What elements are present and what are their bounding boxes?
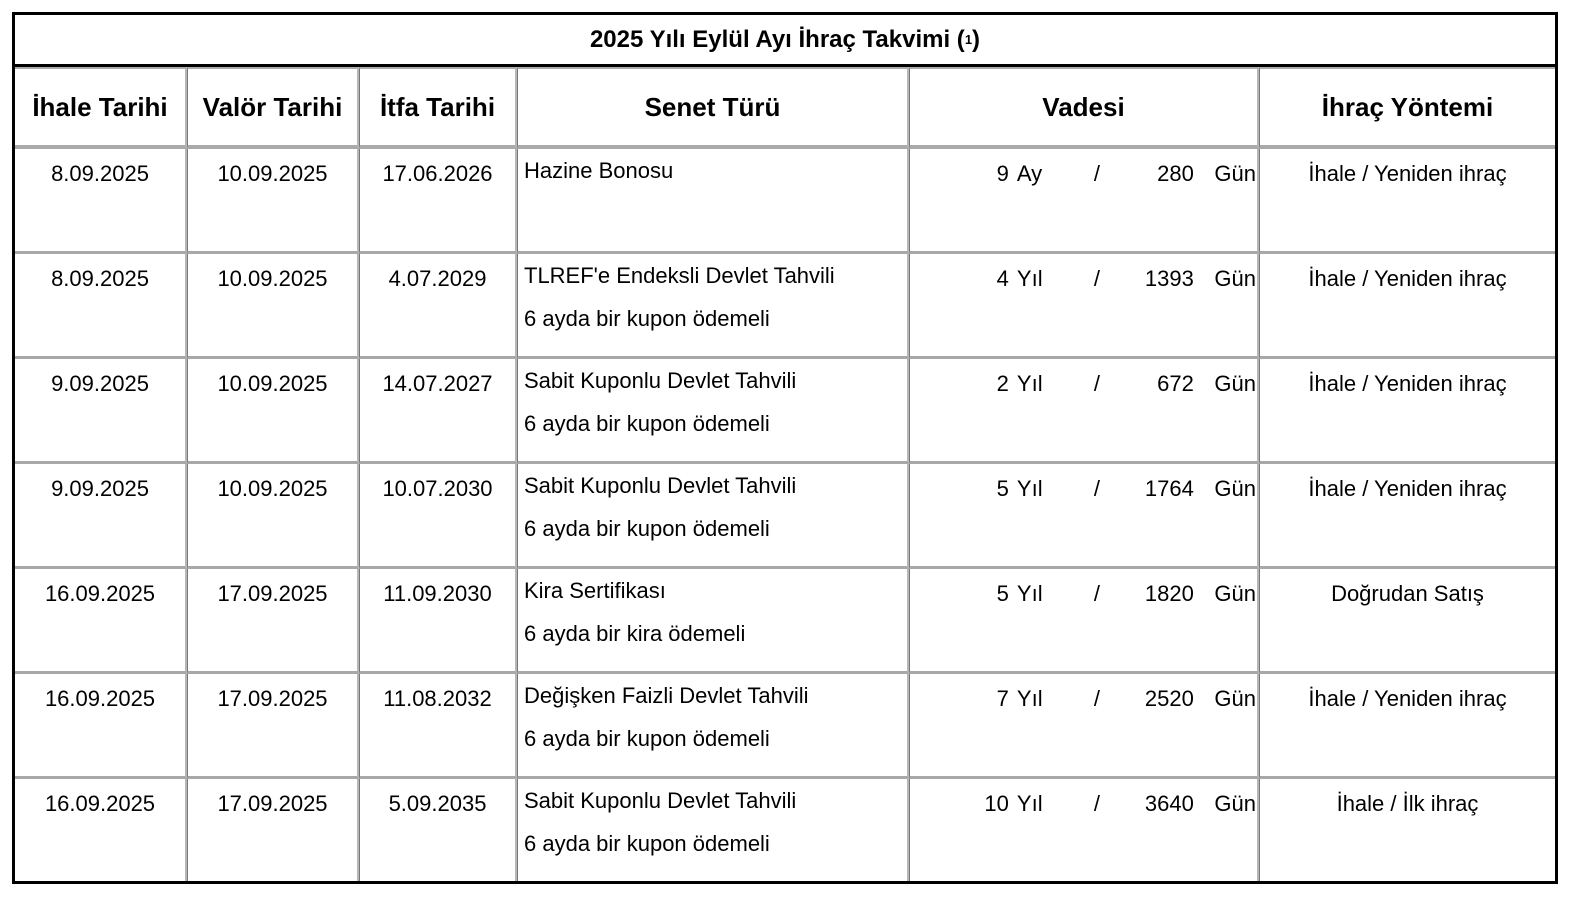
vade-gun-label: Gün bbox=[1214, 581, 1256, 606]
vade-unit: Yıl bbox=[1016, 266, 1043, 291]
table-row bbox=[15, 779, 1555, 881]
cell-vadesi bbox=[909, 149, 1259, 254]
senet-turu-payment: 6 ayda bir kupon ödemeli bbox=[524, 411, 770, 436]
vade-separator: / bbox=[1093, 476, 1100, 501]
cell-senet-turu bbox=[517, 569, 909, 674]
vade-days: 1764 bbox=[1144, 476, 1194, 501]
senet-turu-name: Değişken Faizli Devlet Tahvili bbox=[524, 683, 809, 708]
calendar-title-close: ) bbox=[972, 25, 981, 53]
cell-itfa-tarihi: 17.06.2026 bbox=[359, 149, 517, 254]
col-header-vadesi: Vadesi bbox=[909, 67, 1259, 149]
vade-separator: / bbox=[1093, 266, 1100, 291]
col-header-ihale-tarihi: İhale Tarihi bbox=[15, 67, 187, 149]
vade-gun-label: Gün bbox=[1214, 791, 1256, 816]
senet-turu-payment: 6 ayda bir kupon ödemeli bbox=[524, 516, 770, 541]
cell-itfa-tarihi: 5.09.2035 bbox=[359, 779, 517, 881]
cell-ihale-tarihi: 16.09.2025 bbox=[15, 779, 187, 881]
senet-turu-payment: 6 ayda bir kupon ödemeli bbox=[524, 306, 770, 331]
table-row bbox=[15, 569, 1555, 674]
cell-ihrac-yontemi: İhale / Yeniden ihraç bbox=[1259, 674, 1555, 779]
issuance-calendar bbox=[12, 12, 1558, 884]
cell-ihrac-yontemi: İhale / Yeniden ihraç bbox=[1259, 359, 1555, 464]
cell-senet-turu bbox=[517, 149, 909, 254]
cell-ihrac-yontemi: İhale / Yeniden ihraç bbox=[1259, 464, 1555, 569]
vade-separator: / bbox=[1093, 686, 1100, 711]
cell-ihrac-yontemi: İhale / Yeniden ihraç bbox=[1259, 254, 1555, 359]
cell-valor-tarihi: 17.09.2025 bbox=[187, 779, 359, 881]
cell-itfa-tarihi: 10.07.2030 bbox=[359, 464, 517, 569]
cell-senet-turu bbox=[517, 359, 909, 464]
cell-vadesi bbox=[909, 779, 1259, 881]
vade-days: 1393 bbox=[1144, 266, 1194, 291]
vade-separator: / bbox=[1093, 371, 1100, 396]
vade-group bbox=[911, 371, 1256, 397]
issuance-table bbox=[15, 67, 1555, 881]
vade-gun-label: Gün bbox=[1214, 371, 1256, 396]
table-row bbox=[15, 149, 1555, 254]
cell-ihale-tarihi: 9.09.2025 bbox=[15, 464, 187, 569]
vade-days: 2520 bbox=[1144, 686, 1194, 711]
vade-days: 3640 bbox=[1144, 791, 1194, 816]
vade-unit: Yıl bbox=[1016, 686, 1043, 711]
vade-unit: Ay bbox=[1016, 161, 1043, 186]
vade-number: 5 bbox=[996, 476, 1009, 501]
header-row bbox=[15, 67, 1555, 149]
cell-valor-tarihi: 17.09.2025 bbox=[187, 674, 359, 779]
vade-gun-label: Gün bbox=[1214, 476, 1256, 501]
cell-senet-turu bbox=[517, 254, 909, 359]
table-row bbox=[15, 674, 1555, 779]
vade-gun-label: Gün bbox=[1214, 686, 1256, 711]
col-header-senet-turu: Senet Türü bbox=[517, 67, 909, 149]
vade-group bbox=[911, 581, 1256, 607]
senet-turu-payment: 6 ayda bir kupon ödemeli bbox=[524, 726, 770, 751]
cell-itfa-tarihi: 14.07.2027 bbox=[359, 359, 517, 464]
col-header-ihrac-yontemi: İhraç Yöntemi bbox=[1259, 67, 1555, 149]
cell-valor-tarihi: 10.09.2025 bbox=[187, 254, 359, 359]
vade-group bbox=[911, 791, 1256, 817]
col-header-valor-tarihi: Valör Tarihi bbox=[187, 67, 359, 149]
vade-unit: Yıl bbox=[1016, 476, 1043, 501]
cell-valor-tarihi: 17.09.2025 bbox=[187, 569, 359, 674]
cell-vadesi bbox=[909, 569, 1259, 674]
senet-turu-name: Hazine Bonosu bbox=[524, 158, 674, 183]
cell-senet-turu bbox=[517, 779, 909, 881]
vade-group bbox=[911, 686, 1256, 712]
calendar-title bbox=[15, 15, 1555, 67]
cell-ihale-tarihi: 8.09.2025 bbox=[15, 149, 187, 254]
cell-valor-tarihi: 10.09.2025 bbox=[187, 149, 359, 254]
senet-turu-name: Sabit Kuponlu Devlet Tahvili bbox=[524, 368, 797, 393]
vade-separator: / bbox=[1093, 791, 1100, 816]
cell-vadesi bbox=[909, 359, 1259, 464]
calendar-title-text: 2025 Yılı Eylül Ayı İhraç Takvimi ( bbox=[589, 25, 965, 53]
vade-unit: Yıl bbox=[1016, 371, 1043, 396]
cell-ihale-tarihi: 16.09.2025 bbox=[15, 674, 187, 779]
cell-vadesi bbox=[909, 674, 1259, 779]
vade-unit: Yıl bbox=[1016, 791, 1043, 816]
vade-gun-label: Gün bbox=[1214, 161, 1256, 186]
vade-group bbox=[911, 266, 1256, 292]
cell-ihale-tarihi: 8.09.2025 bbox=[15, 254, 187, 359]
vade-unit: Yıl bbox=[1016, 581, 1043, 606]
cell-itfa-tarihi: 4.07.2029 bbox=[359, 254, 517, 359]
senet-turu-name: Sabit Kuponlu Devlet Tahvili bbox=[524, 788, 797, 813]
vade-days: 280 bbox=[1157, 161, 1194, 186]
table-row bbox=[15, 464, 1555, 569]
cell-itfa-tarihi: 11.09.2030 bbox=[359, 569, 517, 674]
senet-turu-payment bbox=[524, 192, 906, 235]
senet-turu-name: Sabit Kuponlu Devlet Tahvili bbox=[524, 473, 797, 498]
vade-days: 672 bbox=[1157, 371, 1194, 396]
vade-separator: / bbox=[1093, 581, 1100, 606]
cell-vadesi bbox=[909, 254, 1259, 359]
vade-separator: / bbox=[1093, 161, 1100, 186]
cell-itfa-tarihi: 11.08.2032 bbox=[359, 674, 517, 779]
cell-ihale-tarihi: 16.09.2025 bbox=[15, 569, 187, 674]
vade-number: 5 bbox=[996, 581, 1009, 606]
vade-group bbox=[911, 476, 1256, 502]
cell-senet-turu bbox=[517, 464, 909, 569]
footnote-marker: 1 bbox=[964, 32, 973, 47]
vade-number: 2 bbox=[996, 371, 1009, 396]
cell-ihrac-yontemi: İhale / Yeniden ihraç bbox=[1259, 149, 1555, 254]
vade-number: 9 bbox=[996, 161, 1009, 186]
vade-days: 1820 bbox=[1144, 581, 1194, 606]
vade-group bbox=[911, 161, 1256, 187]
cell-vadesi bbox=[909, 464, 1259, 569]
cell-ihrac-yontemi: Doğrudan Satış bbox=[1259, 569, 1555, 674]
table-row bbox=[15, 254, 1555, 359]
vade-number: 10 bbox=[984, 791, 1009, 816]
senet-turu-payment: 6 ayda bir kira ödemeli bbox=[524, 621, 746, 646]
vade-number: 4 bbox=[996, 266, 1009, 291]
senet-turu-name: Kira Sertifikası bbox=[524, 578, 666, 603]
senet-turu-name: TLREF'e Endeksli Devlet Tahvili bbox=[524, 263, 835, 288]
senet-turu-payment: 6 ayda bir kupon ödemeli bbox=[524, 831, 770, 856]
cell-senet-turu bbox=[517, 674, 909, 779]
cell-valor-tarihi: 10.09.2025 bbox=[187, 359, 359, 464]
cell-valor-tarihi: 10.09.2025 bbox=[187, 464, 359, 569]
cell-ihrac-yontemi: İhale / İlk ihraç bbox=[1259, 779, 1555, 881]
col-header-itfa-tarihi: İtfa Tarihi bbox=[359, 67, 517, 149]
vade-gun-label: Gün bbox=[1214, 266, 1256, 291]
cell-ihale-tarihi: 9.09.2025 bbox=[15, 359, 187, 464]
vade-number: 7 bbox=[996, 686, 1009, 711]
table-row bbox=[15, 359, 1555, 464]
